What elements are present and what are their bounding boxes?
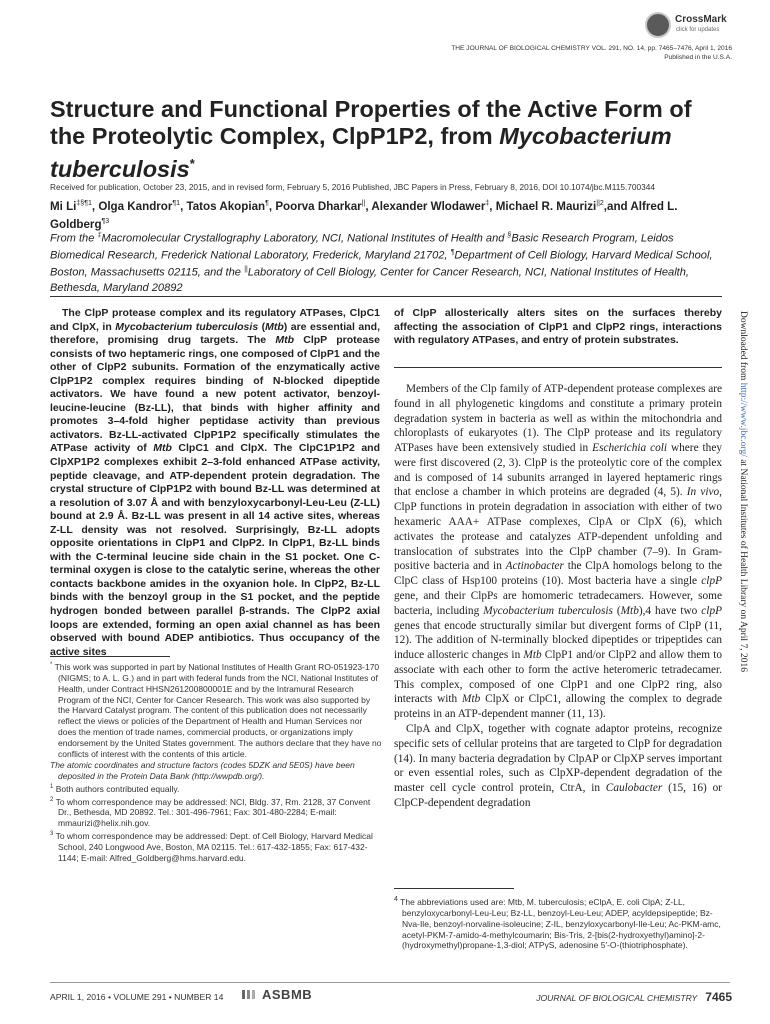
author-affil-mark: || [361,200,366,207]
journal-header-line1: THE JOURNAL OF BIOLOGICAL CHEMISTRY VOL. 291, NO. 14, pp. 7465–7476, April 1, 2016 [451,45,732,52]
footnote: * This work was supported in part by National Institutes of Health Grant RO-051923-170 (NIGMS; to A. L. G.) and in part with federal funds from the NCI, National Institutes of Health, under Contract HHSN261200800001E and by the Intramural Research Program of the NCI, Center for Cancer Research. This work was also supported by the Harvard Catalyst program. The content of this publication does not necessarily reflect the views or policies of the Department of Health and Human Services nor does the mention of trade names, commercial products, or organizations imply endorsement by the United States government. The authors declare that they have no conflicts of interest with the contents of this article. [50,661,382,760]
header-divider [50,296,722,297]
journal-header-line2: Published in the U.S.A. [664,54,732,61]
footnote: $^3$ To whom correspondence may be addressed: Dept. of Cell Biology, Harvard Medical School, 240 Longwood Ave, Boston, MA 02115. Tel.: 617-432-1855; Fax: 617-432-1144; E-mail: Alfred_Goldberg@hms.harvard.edu. [50,830,373,863]
footnote: The atomic coordinates and structure factors (codes 5DZK and 5E0S) have been deposited in the Protein Data Bank (http://wwpdb.org/). [50,759,355,781]
footer-journal-name: JOURNAL OF BIOLOGICAL CHEMISTRY [536,993,698,1003]
author-name: Olga Kandror [98,199,173,213]
author-affil-mark: ¶ [265,200,269,207]
title-mark: * [189,156,195,171]
body-paragraph: Members of the Clp family of ATP-dependent protease complexes are found in all phylogenetic kingdoms and constitute a primary protein degradation system in bacteria as well as within the mitochondria and chloroplasts of eukaryotes (1). The ClpP protease and its regulatory ATPases have been extensively studied in Escherichia coli where they were first discovered (2, 3). ClpP is the proteolytic core of the complex and is composed of 14 subunits arranged in layered heptameric rings that enclose a chamber in which proteins are degraded (4, 5). In vivo, ClpP functions in protein degradation in association with either of two hexameric AAA+ ATPase complexes, ClpA or ClpX (6), which activates the protease and catalyzes ATP-dependent unfolding and translocation of substrates into the ClpP chamber (7–9). In Gram-positive bacteria and in Actinobacter the ClpA homologs belong to the ClpC class of Hsp100 proteins (10). Most bacteria have a single clpP gene, and their ClpPs are homomeric tetradecamers. However, some bacteria, including Mycobacterium tuberculosis (Mtb),4 have two clpP genes that encode structurally similar but divergent forms of ClpP (11, 12). The addition of N-terminally blocked dipeptides or tripeptides can induce allosteric changes in Mtb ClpP1 and/or ClpP2 and allow them to associate with each other to form the active heteromeric tetradecamer. This complex, composed of one ClpP1 and one ClpP2 ring, also interacts with Mtb ClpX or ClpC1, allowing the complex to degrade proteins in an ATP-dependent manner (11, 13). [394,383,723,721]
author-affil-mark: ||2 [596,200,604,207]
body-paragraph: ClpA and ClpX, together with cognate adaptor proteins, recognize specific sets of cellular proteins that are targeted to ClpP for degradation (14). In many bacteria degradation by ClpAP or ClpXP serves important or even essential roles, such as ClpXP-dependent degradation of the master cell cycle control protein, CtrA, in Caulobacter (15, 16) or ClpCP-dependent degradation [394,722,722,809]
footnote-text: The abbreviations used are: Mtb, M. tuberculosis; eClpA, E. coli ClpA; Z-LL, benzyloxycarbonyl-Leu-Leu; Bz-LL, benzoyl-Leu-Leu; ADEP, acyldepsipeptide; Bz-Nva-Ile, benzoyl-norvaline-isoleucine; Z-IL, benzyloxycarbonyl-Ile-Leu; Ac-PKM-amc, acetyl-PKM-7-amido-4-methylcoumarin; Bis-Tris, 2-[bis(2-hydroxyethyl)amino]-2-(hydroxymethyl)propane-1,3-diol; ATPγS, adenosine 5′-O-(thiotriphosphate). [400,896,721,951]
footnote: $^2$ To whom correspondence may be addressed: NCI, Bldg. 37, Rm. 2128, 37 Convent Dr., Bethesda, MD 20892. Tel.: 301-496-7961; Fax: 301-480-2284; E-mail: mmaurizi@helix.nih.gov. [50,796,371,829]
author-affil-mark: ¶1 [172,200,181,207]
footnote-mark: 3 [50,831,54,838]
footnote-divider-right [394,888,514,889]
abstract-divider [394,367,722,368]
asbmb-brand: ASBMB [262,987,313,1002]
author-affil-mark: ‡ [485,200,490,207]
footnote-mark: 2 [50,796,54,803]
author-name: Tatos Akopian [186,199,266,213]
footnote-abbreviations [394,894,722,951]
jbc-link[interactable]: http://www.jbc.org/ [738,382,748,457]
footnote-divider-left [50,656,170,657]
journal-header [451,44,732,62]
footnote: $^1$ Both authors contributed equally. [50,783,180,794]
author-name: Michael R. Maurizi [495,199,597,213]
download-prefix: Downloaded from [738,311,748,383]
abstract-right: of ClpP allosterically alters sites on the surfaces thereby affecting the association of ClpP1 and ClpP2 rings, interactions with regulatory ATPases, and entry of protein substrates. [394,307,722,347]
author-name: and Alfred L. Goldberg [50,199,678,231]
footnotes-left [50,660,382,864]
footnote-mark: 4 [394,895,398,903]
crossmark-icon [645,12,671,38]
footer-journal [536,990,732,1004]
title-organism: Mycobacterium tuberculosis [50,123,672,182]
affil-mark: ¶ [450,249,455,257]
article-title [50,96,730,183]
crossmark-sub: click for updates [676,27,720,33]
page-number: 7465 [705,990,732,1004]
title-main: Structure and Functional Properties of the Active Form of the Proteolytic Complex, ClpP1P2, from [50,96,692,149]
download-note [734,311,748,671]
author-name: Poorva Dharkar [275,199,362,213]
footnote-mark: * [50,662,53,668]
download-suffix: at National Institutes of Health Library on April 7, 2016 [738,456,748,672]
asbmb-logo-icon [242,989,259,1000]
affil-mark: § [507,232,512,239]
crossmark-badge[interactable] [645,12,735,42]
author-name: Alexander Wlodawer [371,199,486,213]
received-line: Received for publication, October 23, 2015, and in revised form, February 5, 2016 Published, JBC Papers in Press, February 8, 2016, DOI 10.1074/jbc.M115.700344 [50,182,655,192]
author-list: Mi Li$^{\ddagger\S\P 1}$, Olga Kandror$^{\P 1}$, Tatos Akopian¶, Poorva Dharkar||, Alexander Wlodawer‡, Michael R. Maurizi$^{||2}$,and Alfred L. Goldberg$^{\P 3}$ [50,199,678,231]
body-text [394,382,722,811]
affiliations: From the ‡Macromolecular Crystallography Laboratory, NCI, National Institutes of Health and §Basic Research Program, Leidos Biomedical Research, Frederick National Laboratory, Frederick, Maryland 21702, ¶Department of Cell Biology, Harvard Medical School, Boston, Massachusetts 02115, and the ||Laboratory of Cell Biology, Center for Cancer Research, NCI, National Institutes of Health, Bethesda, Maryland 20892 [50,232,713,294]
crossmark-label: CrossMark [675,14,727,25]
abstract-left: The ClpP protease complex and its regulatory ATPases, ClpC1 and ClpX, in Mycobacterium tuberculosis (Mtb) are essential and, therefore, promising drug targets. The Mtb ClpP protease consists of two heptameric rings, one composed of ClpP1 and the other of ClpP2 subunits. Formation of the enzymatically active ClpP1P2 complex requires binding of N-blocked dipeptide activators. We have found a new potent activator, benzoyl-leucine-leucine (Bz-LL), that binds with higher affinity and promotes 3–4-fold higher peptidase activity than previous activators. Bz-LL-activated ClpP1P2 specifically stimulates the ATPase activity of Mtb ClpC1 and ClpX. The ClpC1P1P2 and ClpXP1P2 complexes exhibit 2–3-fold enhanced ATPase activity, peptide cleavage, and ATP-dependent protein degradation. The crystal structure of ClpP1P2 with bound Bz-LL was determined at a resolution of 3.07 Å and with benzyloxycarbonyl-Leu-Leu (Z-LL) bound at 2.9 Å. Bz-LL was present in all 14 active sites, whereas Z-LL density was not resolved. Surprisingly, Bz-LL adopts opposite orientations in ClpP1 and ClpP2. In ClpP1, Bz-LL binds with the C-terminal leucine side chain in the S1 pocket. One C-terminal oxygen is close to the catalytic serine, whereas the other contacts backbone amides in the oxyanion hole. In ClpP2, Bz-LL binds with the benzoyl group in the S1 pocket, and the peptide hydrogen bonded between parallel β-strands. The ClpP2 axial loops are extended, forming an open axial channel as has been observed with bound ADEP antibiotics. Thus occupancy of the active sites [50,307,380,658]
affil-mark: || [244,266,248,274]
affil-mark: ‡ [97,232,102,239]
author-name: Mi Li [50,199,77,213]
footer-issue: APRIL 1, 2016 • VOLUME 291 • NUMBER 14 [50,992,224,1002]
footer-divider [50,982,730,983]
author-affil-mark: ¶3 [101,217,110,225]
footnote-mark: 1 [50,783,54,790]
author-affil-mark: ‡§¶1 [76,200,92,207]
